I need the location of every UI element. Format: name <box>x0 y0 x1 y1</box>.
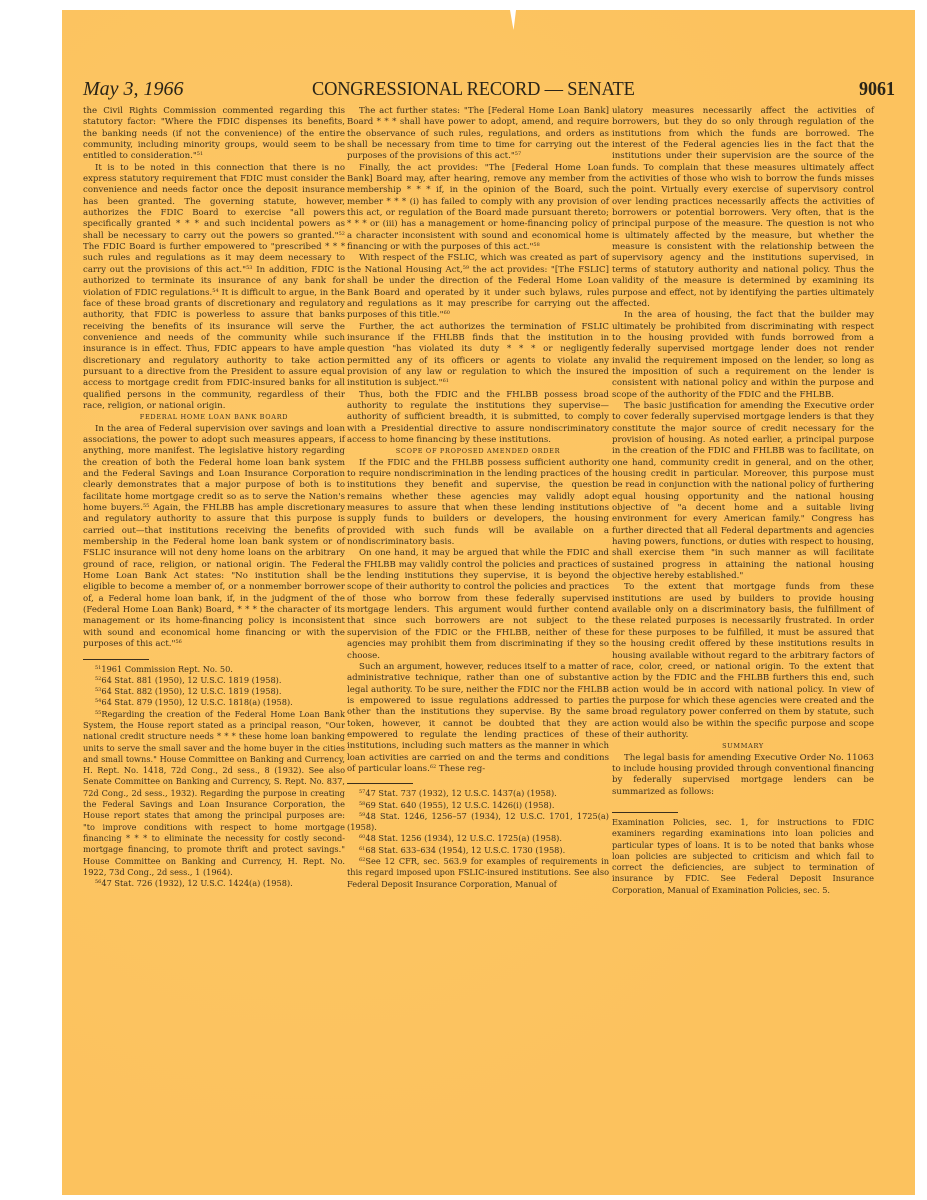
footnote: $^{60}$48 Stat. 1256 (1934), 12 U.S.C. 1725(a) (1958). <box>359 833 562 844</box>
paragraph: In the area of Federal supervision over savings and loan associations, the power to adopt such measures appears, if anything, more manifest. The legislative history regarding the creation of both the Federal home loan bank system and the Federal Savings and Loan Insurance Corporation clearly demonstrates that a major purpose of both is to facilitate home mortgage credit so as to serve the Nation's home buyers.$^{55}$ Again, the FHLBB has ample discretionary and regulatory authority to assure that this purpose is carried out—that institutions receiving the benefits of membership in the Federal home loan bank system or of FSLIC insurance will not deny home loans on the arbitrary ground of race, religion, or national origin. The Federal Home Loan Bank Act states: "No institution shall be eligible to become a member of, or a nonmember borrower of, a Federal home loan bank, if, in the judgment of the (Federal Home Loan Bank) Board, * * * the character of its management or its home-financing policy is inconsistent with sound and economical home financing or with the purposes of this act."$^{56}$ <box>83 423 346 650</box>
footnote: $^{54}$64 Stat. 879 (1950), 12 U.S.C. 1818(a) (1958). <box>95 697 293 708</box>
footnote: $^{53}$64 Stat. 882 (1950), 12 U.S.C. 1819 (1958). <box>95 686 282 697</box>
paragraph: With respect of the FSLIC, which was created as part of the National Housing Act,$^{59}$ the act provides: "[The FSLIC] shall be under the direction of the Federal Home Loan Bank Board and operated by it under such bylaws, rules and regulations as it may prescribe for carrying out the purposes of this title."$^{60}$ <box>347 253 609 321</box>
paragraph: The basic justification for amending the Executive order to cover federally supervised mortgage lenders is that they constitute the major source of credit necessary for the provision of housing. As noted earlier, a principal purpose in the creation of the FDIC and FHLBB was to facilitate, on one hand, community credit in general, and on the other, housing credit in particular. Moreover, this purpose must be read in conjunction with the national policy of furthering equal housing opportunity and the national housing objective of "a decent home and a suitable living environment for every American family." Congress has further directed that all Federal departments and agencies having powers, functions, or duties with respect to housing, shall exercise them "in such manner as will facilitate sustained progress in attaining the national housing objective hereby established." <box>612 400 874 582</box>
footnotes <box>83 664 345 890</box>
paragraph: Finally, the act provides: "The [Federal Home Loan Bank] Board may, after hearing, remove any member from membership * * * if, in the opinion of the Board, such member * * * (i) has failed to comply with any provision of this act, or regulation of the Board made pursuant thereto; * * * or (iii) has a management or home-financing policy of a character inconsistent with sound and economical home financing or with the purposes of this act."$^{58}$ <box>347 162 609 253</box>
footnotes <box>612 817 874 896</box>
header-title: CONGRESSIONAL RECORD — SENATE <box>312 78 635 100</box>
paragraph: If the FDIC and the FHLBB possess sufficient authority to require nondiscrimination in the lending practices of the institutions they benefit and supervise, the question remains whether these agencies may validly adopt measures to assure that when these lending institutions supply funds to builders or developers, the housing provided with such funds will be available on a nondiscriminatory basis. <box>347 457 609 548</box>
footnote: $^{52}$64 Stat. 881 (1950), 12 U.S.C. 1819 (1958). <box>95 674 282 685</box>
paragraph: In the area of housing, the fact that the builder may ultimately be prohibited from discriminating with respect to the housing provided with funds borrowed from a federally supervised mortgage lender does not render invalid the requirement imposed on the lender, so long as the imposition of such a requirement on the lender is consistent with national policy and within the purpose and scope of the authority of the FDIC and the FHLBB. <box>612 310 874 400</box>
section-heading: FEDERAL HOME LOAN BANK BOARD <box>139 413 289 422</box>
paragraph: ulatory measures necessarily affect the activities of borrowers, but they do so only through regulation of the institutions from which the funds are borrowed. The interest of the Federal agencies lies in the fact that the institutions under their supervision are the source of the funds. To complain that these measures ultimately affect the activities of those who wish to borrow the funds misses the point. Virtually every exercise of supervisory control over lending practices necessarily affects the activities of borrowers or potential borrowers. Very often, that is the principal purpose of the measure. The question is not who is ultimately affected by the measure, but whether the measure is consistent with the relationship between the supervisory agency and the institutions supervised, in terms of statutory authority and national policy. Thus the validity of the measure is determined by examining its purpose and effect, not by identifying the parties ultimately affected. <box>612 106 874 309</box>
footnote: $^{51}$1961 Commission Rept. No. 50. <box>95 663 233 674</box>
footnote-continuation: Examination Policies, sec. 1, for instructions to FDIC examiners regarding examinations into loan policies and particular types of loans. It is to be noted that banks whose loan policies are subjected to criticism and which fail to correct the deficiencies, are subject to termination of insurance by FDIC. See Federal Deposit Insurance Corporation, Manual of Examination Policies, sec. 5. <box>612 816 874 895</box>
footnote-divider <box>612 812 678 813</box>
footnote: $^{58}$69 Stat. 640 (1955), 12 U.S.C. 1426(i) (1958). <box>359 799 555 810</box>
footnote: $^{62}$See 12 CFR, sec. 563.9 for examples of requirements in this regard imposed upon FSLIC-insured institutions. See also Federal Deposit Insurance Corporation, Manual of <box>347 856 609 889</box>
column-3 <box>612 106 874 896</box>
paragraph: Such an argument, however, reduces itself to a matter of administrative technique, rather than one of substantive legal authority. To be sure, neither the FDIC nor the FHLBB is empowered to issue regulations addressed to parties other than the institutions they supervise. By the same token, however, it cannot be doubted that they are empowered to regulate the lending practices of these institutions, including such matters as the manner in which loan activities are carried on and the terms and conditions of particular loans.$^{62}$ These reg- <box>347 661 609 774</box>
footnote: $^{57}$47 Stat. 737 (1932), 12 U.S.C. 1437(a) (1958). <box>359 788 557 799</box>
paragraph: the Civil Rights Commission commented regarding this statutory factor: "Where the FDIC dispenses its benefits, the banking needs (if not the convenience) of the entire community, including minority groups, would seem to be entitled to consideration."$^{51}$ <box>83 106 345 162</box>
column-1 <box>83 106 345 889</box>
document-page <box>62 10 915 1195</box>
footnote: $^{56}$47 Stat. 726 (1932), 12 U.S.C. 1424(a) (1958). <box>95 878 293 889</box>
header-date: May 3, 1966 <box>83 78 184 100</box>
column-2 <box>347 106 609 890</box>
header-page-number: 9061 <box>859 78 895 100</box>
paper-tear <box>510 10 516 30</box>
footnote: $^{59}$48 Stat. 1246, 1256–57 (1934), 12 U.S.C. 1701, 1725(a) (1958). <box>347 810 609 833</box>
footnote-divider <box>347 783 413 784</box>
footnote: $^{55}$Regarding the creation of the Federal Home Loan Bank System, the House report stated as a principal reason, "Our national credit structure needs * * * these home loan banking units to serve the small saver and the home buyer in the cities and small towns." House Committee on Banking and Currency, H. Rept. No. 1418, 72d Cong., 2d sess., 8 (1932). See also Senate Committee on Banking and Currency, S. Rept. No. 837, 72d Cong., 2d sess., 1932). Regarding the purpose in creating the Federal Savings and Loan Insurance Corporation, the House report states that among the principal purposes are: "to improve conditions with respect to home mortgage financing * * * to eliminate the necessity for costly second-mortgage financing, to promote thrift and protect savings." House Committee on Banking and Currency, H. Rept. No. 1922, 73d Cong., 2d sess., 1 (1964). <box>83 708 345 877</box>
paragraph: To the extent that mortgage funds from these institutions are used by builders to provide housing available only on a discriminatory basis, the fulfillment of these related purposes is necessarily frustrated. In order for these purposes to be fulfilled, it must be assured that the housing credit offered by these institutions results in housing available without regard to the arbitrary factors of race, color, creed, or national origin. To the extent that action by the FDIC and the FHLBB furthers this end, such action would be in accord with national policy. In view of the purpose for which these agencies were created and the broad regulatory power conferred on them by statute, such action would also be within the specific purpose and scope of their authority. <box>612 582 874 740</box>
footnotes <box>347 788 609 890</box>
section-heading: SUMMARY <box>722 742 764 751</box>
footnote: $^{61}$68 Stat. 633–634 (1954), 12 U.S.C. 1730 (1958). <box>359 844 566 855</box>
paragraph: On one hand, it may be argued that while the FDIC and the FHLBB may validly control the policies and practices of the lending institutions they supervise, it is beyond the scope of their authority to control the policies and practices of those who borrow from these federally supervised mortgage lenders. This argument would further contend that since such borrowers are not subject to the supervision of the FDIC or the FHLBB, neither of these agencies may prohibit them from discriminating if they so choose. <box>347 548 609 661</box>
paragraph: It is to be noted in this connection that there is no express statutory requirement that FDIC must consider the convenience and needs factor once the deposit insurance has been granted. The governing statute, however, authorizes the FDIC Board to exercise "all powers specifically granted * * * and such incidental powers as shall be necessary to carry out the powers so granted."$^{52}$ The FDIC Board is further empowered to "prescribed * * * such rules and regulations as it may deem necessary to carry out the provisions of this act."$^{53}$ In addition, FDIC is authorized to terminate its insurance of any bank for violation of FDIC regulations.$^{54}$ It is difficult to argue, in the face of these broad grants of discretionary and regulatory authority, that FDIC is powerless to assure that banks receiving the benefits of its insurance will serve the convenience and needs of the community while such insurance is in effect. Thus, FDIC appears to have ample discretionary and regulatory authority to take action pursuant to a directive from the President to assure equal access to mortgage credit from FDIC-insured banks for all qualified persons in the community, regardless of their race, religion, or national origin. <box>83 162 345 411</box>
page-header <box>83 78 895 102</box>
section-heading: SCOPE OF PROPOSED AMENDED ORDER <box>395 447 561 456</box>
footnote-divider <box>83 659 149 660</box>
paragraph: The act further states: "The [Federal Home Loan Bank] Board * * * shall have power to adopt, amend, and require the observance of such rules, regulations, and orders as shall be necessary from time to time for carrying out the purposes of the provisions of this act."$^{57}$ <box>347 106 609 162</box>
paragraph: Thus, both the FDIC and the FHLBB possess broad authority to regulate the institutions they supervise—authority of sufficient breadth, it is submitted, to comply with a Presidential directive to assure nondiscriminatory access to home financing by these institutions. <box>347 389 609 445</box>
paragraph: Further, the act authorizes the termination of FSLIC insurance if the FHLBB finds that the institution in question "has violated its duty * * * or negligently permitted any of its officers or agents to violate any provision of any law or regulation to which the insured institution is subject."$^{61}$ <box>347 321 609 389</box>
paragraph: The legal basis for amending Executive Order No. 11063 to include housing provided through conventional financing by federally supervised mortgage lenders can be summarized as follows: <box>612 752 874 797</box>
